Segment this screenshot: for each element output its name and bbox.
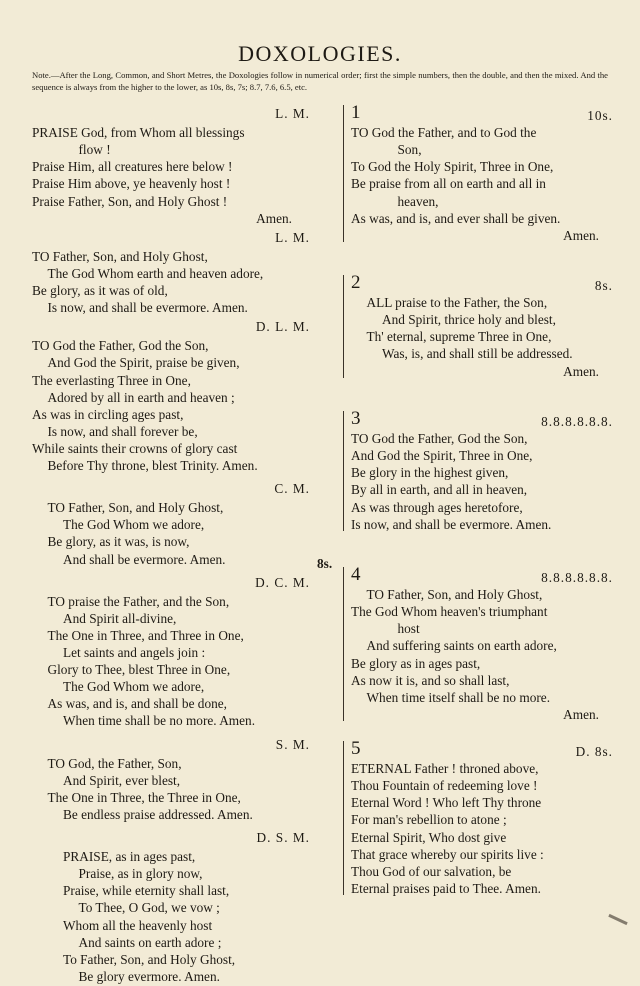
verse-line: Be glory, as it was of old,: [32, 283, 168, 298]
meter-label: D. S. M.: [256, 830, 310, 845]
verse-line: Eternal Spirit, Who dost give: [351, 829, 507, 845]
verse-line: The God Whom earth and heaven adore,: [47, 265, 264, 281]
verse-line: As now it is, and so shall last,: [351, 672, 510, 688]
meter-label: D. 8s.: [575, 744, 613, 759]
meter-label: 8.8.8.8.8.8.: [541, 570, 613, 585]
column-rule: [343, 105, 344, 242]
verse-line: Was, is, and shall still be addressed.: [382, 346, 573, 362]
meter-label: D. C. M.: [255, 574, 310, 590]
verse-line: That grace whereby our spirits live :: [351, 846, 544, 862]
verse-line: And Spirit, thrice holy and blest,: [382, 312, 556, 328]
verse-line: flow !: [78, 142, 111, 158]
verse-line: Be endless praise addressed. Amen.: [63, 806, 253, 822]
verse-line: TO God, the Father, Son,: [47, 755, 182, 771]
verse-line: The One in Three, and Three in One,: [47, 627, 244, 643]
verse-line: Glory to Thee, blest Three in One,: [47, 662, 231, 678]
verse-line: Eternal praises paid to Thee. Amen.: [351, 880, 541, 896]
verse-line: The One in Three, the Three in One,: [47, 789, 241, 805]
verse-line: Be glory, as it was, is now,: [47, 534, 190, 550]
verse-line: heaven,: [397, 193, 439, 209]
verse-line: ALL praise to the Father, the Son,: [366, 295, 548, 311]
verse-line: Be glory in the highest given,: [351, 465, 509, 481]
doxology-number: 4: [351, 564, 361, 585]
verse-line: And suffering saints on earth adore,: [366, 638, 557, 654]
verse-line: And shall be evermore. Amen.: [63, 551, 226, 567]
verse-line: TO God the Father, God the Son,: [351, 431, 528, 447]
column-rule: [343, 275, 344, 378]
verse-line: TO God the Father, God the Son,: [32, 338, 209, 354]
verse-line: Is now, and shall be evermore. Amen.: [351, 516, 552, 532]
verse-line: While saints their crowns of glory cast: [32, 440, 238, 456]
verse-line: Whom all the heavenly host: [63, 917, 213, 933]
verse-line: The God Whom heaven's triumphant: [351, 604, 548, 620]
editorial-note: Note.—After the Long, Common, and Short Metres, the Doxologies follow in numerical order; first the simple numbers, then the double, and then the mixed. And the sequence is always from the higher to the lower, as 10s, 8s, 7s; 8.7, 7.6, 6.5, etc.: [32, 70, 608, 92]
verse-line: The everlasting Three in One,: [32, 372, 191, 388]
verse-line: PRAISE God, from Whom all blessings: [32, 125, 245, 141]
meter-label: D. L. M.: [255, 319, 310, 335]
verse-line: And saints on earth adore ;: [78, 934, 222, 950]
verse-line: Th' eternal, supreme Three in One,: [366, 329, 552, 345]
doxology-number: 3: [351, 408, 361, 429]
meter-label: L. M.: [275, 106, 310, 121]
verse-line: As was in circling ages past,: [32, 406, 184, 422]
amen-text: Amen.: [563, 227, 599, 243]
verse-line: host: [397, 621, 420, 637]
meter-label: S. M.: [275, 736, 310, 752]
verse-line: Adored by all in earth and heaven ;: [47, 389, 235, 405]
verse-line: Be glory evermore. Amen.: [78, 968, 220, 984]
meter-label: C. M.: [274, 481, 310, 497]
meter-label: L. M.: [275, 229, 310, 245]
verse-line: TO Father, Son, and Holy Ghost,: [366, 587, 543, 603]
meter-label: 8.8.8.8.8.8.: [541, 414, 613, 429]
verse-line: To Thee, O God, we vow ;: [78, 900, 220, 916]
verse-line: Praise, while eternity shall last,: [63, 883, 230, 899]
verse-line: Let saints and angels join :: [63, 645, 206, 660]
verse-line: TO Father, Son, and Holy Ghost,: [47, 500, 224, 516]
verse-line: Is now, and shall forever be,: [47, 423, 198, 439]
verse-line: Praise Him, all creatures here below !: [32, 159, 233, 175]
verse-line: Be praise from all on earth and all in: [351, 176, 546, 192]
page-title: DOXOLOGIES.: [238, 41, 402, 66]
meter-label: 10s.: [587, 108, 613, 123]
column-rule: [343, 567, 344, 721]
verse-line: TO Father, Son, and Holy Ghost,: [32, 248, 208, 264]
verse-line: As was, and is, and ever shall be given.: [351, 210, 561, 226]
verse-line: The God Whom we adore,: [63, 679, 205, 695]
verse-line: To Father, Son, and Holy Ghost,: [63, 951, 236, 967]
amen-text: Amen.: [256, 210, 292, 226]
column-rule: [343, 741, 344, 895]
column-rule: [343, 411, 344, 531]
side-meter-label: 8s.: [317, 556, 333, 571]
verse-line: Is now, and shall be evermore. Amen.: [47, 300, 248, 316]
verse-line: TO praise the Father, and the Son,: [47, 593, 230, 609]
page-corner-mark: [608, 914, 627, 925]
doxology-number: 1: [351, 102, 361, 123]
verse-line: ETERNAL Father ! throned above,: [351, 761, 539, 777]
meter-label: 8s.: [594, 278, 613, 293]
verse-line: Thou God of our salvation, be: [351, 863, 512, 879]
verse-line: And Spirit, ever blest,: [63, 772, 181, 788]
verse-line: Thou Fountain of redeeming love !: [351, 778, 538, 794]
verse-line: To God the Holy Spirit, Three in One,: [351, 159, 554, 175]
verse-line: When time itself shall be no more.: [366, 689, 551, 705]
verse-line: TO God the Father, and to God the: [351, 125, 537, 141]
verse-line: Be glory as in ages past,: [351, 655, 481, 671]
verse-line: And God the Spirit, praise be given,: [47, 355, 240, 371]
verse-line: When time shall be no more. Amen.: [63, 713, 256, 729]
verse-line: Eternal Word ! Who left Thy throne: [351, 795, 542, 811]
verse-line: Praise, as in glory now,: [78, 866, 203, 882]
verse-line: As was, and is, and shall be done,: [47, 696, 227, 712]
amen-text: Amen.: [563, 363, 599, 379]
verse-line: And Spirit all-divine,: [63, 610, 177, 626]
verse-line: Before Thy throne, blest Trinity. Amen.: [47, 458, 258, 473]
verse-line: By all in earth, and all in heaven,: [351, 482, 528, 498]
verse-line: For man's rebellion to atone ;: [351, 812, 507, 828]
doxology-number: 2: [351, 272, 361, 293]
verse-line: And God the Spirit, Three in One,: [351, 448, 533, 464]
verse-line: Son,: [397, 142, 422, 158]
verse-line: As was through ages heretofore,: [351, 499, 523, 515]
amen-text: Amen.: [563, 706, 599, 722]
verse-line: Praise Father, Son, and Holy Ghost !: [32, 193, 228, 209]
verse-line: The God Whom we adore,: [63, 517, 205, 533]
doxology-number: 5: [351, 738, 361, 759]
verse-line: PRAISE, as in ages past,: [63, 849, 196, 865]
verse-line: Praise Him above, ye heavenly host !: [32, 176, 231, 192]
